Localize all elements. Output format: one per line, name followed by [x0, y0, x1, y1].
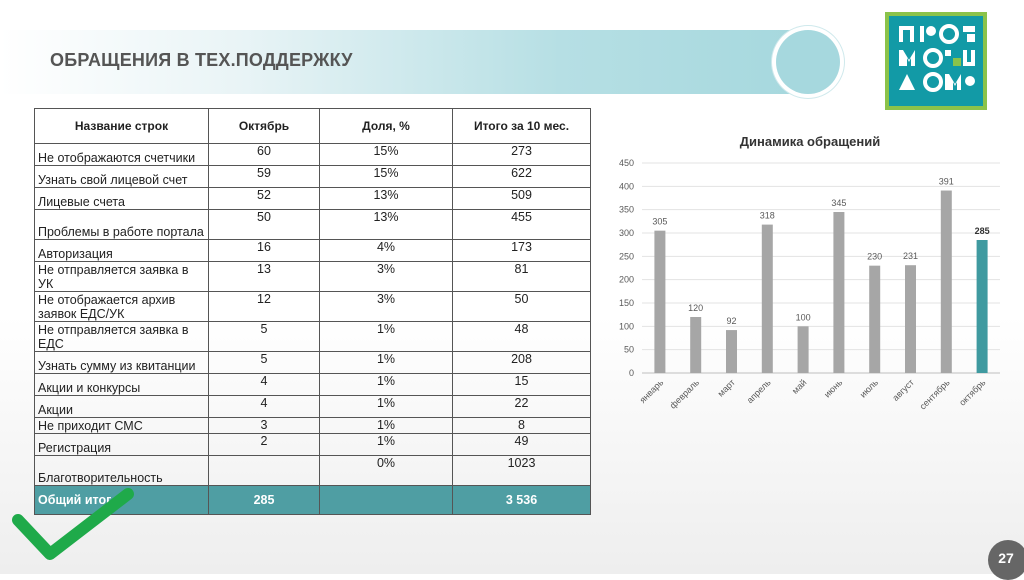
bar — [762, 225, 773, 373]
y-tick-label: 350 — [618, 204, 634, 215]
x-tick-label: февраль — [667, 377, 702, 411]
row-name: Не приходит СМС — [35, 418, 209, 434]
row-name: Не отправляется заявка в УК — [35, 262, 209, 292]
row-total: 49 — [453, 434, 591, 456]
row-total: 8 — [453, 418, 591, 434]
chart-title: Динамика обращений — [739, 134, 881, 149]
x-tick-label: август — [890, 377, 916, 403]
row-october: 5 — [209, 322, 320, 352]
row-october: 4 — [209, 396, 320, 418]
y-tick-label: 450 — [618, 158, 634, 168]
page-title: ОБРАЩЕНИЯ В ТЕХ.ПОДДЕРЖКУ — [50, 50, 353, 70]
header-circle — [776, 30, 840, 94]
total-total: 3 536 — [453, 486, 591, 515]
table-row — [35, 188, 591, 210]
bar — [798, 326, 809, 373]
row-october: 2 — [209, 434, 320, 456]
row-name: Регистрация — [35, 434, 209, 456]
row-october: 60 — [209, 144, 320, 166]
y-tick-label: 100 — [618, 321, 634, 332]
x-tick-label: июль — [857, 377, 881, 400]
promodom-logo — [885, 12, 987, 110]
x-tick-label: март — [715, 377, 737, 399]
row-name: Не отправляется заявка в ЕДС — [35, 322, 209, 352]
row-share: 0% — [320, 456, 453, 486]
row-name: Акции — [35, 396, 209, 418]
table-row — [35, 292, 591, 322]
table-header-row — [35, 109, 591, 144]
row-october — [209, 456, 320, 486]
row-total: 273 — [453, 144, 591, 166]
data-label: 92 — [726, 316, 737, 327]
y-tick-label: 50 — [623, 344, 634, 355]
bar — [654, 231, 665, 373]
x-tick-label: октябрь — [957, 377, 988, 408]
logo-glyphs — [889, 16, 983, 106]
x-tick-label: июнь — [822, 377, 845, 400]
row-name: Не отображаются счетчики — [35, 144, 209, 166]
requests-dynamics-chart — [600, 125, 1010, 445]
row-total: 622 — [453, 166, 591, 188]
row-october: 52 — [209, 188, 320, 210]
row-october: 4 — [209, 374, 320, 396]
y-tick-label: 400 — [618, 181, 634, 192]
total-share — [320, 486, 453, 515]
row-name: Не отображается архив заявок ЕДС/УК — [35, 292, 209, 322]
x-tick-label: май — [789, 377, 809, 396]
row-name: Акции и конкурсы — [35, 374, 209, 396]
row-october: 50 — [209, 210, 320, 240]
row-share: 1% — [320, 322, 453, 352]
row-october: 5 — [209, 352, 320, 374]
table-row — [35, 456, 591, 486]
y-tick-label: 250 — [618, 251, 634, 262]
y-tick-label: 200 — [618, 274, 634, 285]
row-share: 4% — [320, 240, 453, 262]
y-tick-label: 150 — [618, 298, 634, 308]
row-share: 1% — [320, 374, 453, 396]
data-label: 231 — [902, 251, 919, 262]
data-label: 305 — [652, 216, 668, 227]
row-share: 1% — [320, 396, 453, 418]
table-row — [35, 396, 591, 418]
data-label: 230 — [867, 251, 883, 262]
header-request-name: Название строк — [35, 109, 209, 144]
row-october: 59 — [209, 166, 320, 188]
bar — [905, 265, 916, 373]
total-name: Общий итог — [35, 486, 209, 515]
bar — [977, 240, 988, 373]
row-total: 22 — [453, 396, 591, 418]
table-row — [35, 144, 591, 166]
row-share: 1% — [320, 434, 453, 456]
row-total: 455 — [453, 210, 591, 240]
bar — [690, 317, 701, 373]
y-tick-label: 300 — [618, 228, 634, 238]
row-total: 509 — [453, 188, 591, 210]
bar — [941, 191, 952, 373]
bar — [869, 266, 880, 373]
table-row — [35, 434, 591, 456]
table-row — [35, 418, 591, 434]
data-label: 100 — [795, 312, 811, 323]
table-row — [35, 240, 591, 262]
row-name: Узнать свой лицевой счет — [35, 166, 209, 188]
table-row — [35, 374, 591, 396]
row-share: 13% — [320, 210, 453, 240]
row-total: 81 — [453, 262, 591, 292]
page-number-badge: 27 — [988, 540, 1024, 580]
row-october: 16 — [209, 240, 320, 262]
table-row — [35, 210, 591, 240]
row-share: 3% — [320, 262, 453, 292]
total-october: 285 — [209, 486, 320, 515]
support-requests-table — [34, 108, 591, 515]
table-row — [35, 262, 591, 292]
row-total: 208 — [453, 352, 591, 374]
green-checkmark-icon — [10, 488, 135, 570]
row-total: 173 — [453, 240, 591, 262]
y-tick-label: 0 — [628, 368, 634, 378]
row-share: 1% — [320, 352, 453, 374]
row-name: Проблемы в работе портала — [35, 210, 209, 240]
row-share: 15% — [320, 144, 453, 166]
row-total: 15 — [453, 374, 591, 396]
row-share: 13% — [320, 188, 453, 210]
row-name: Лицевые счета — [35, 188, 209, 210]
header-share: Доля, % — [320, 109, 453, 144]
data-label: 391 — [938, 176, 954, 187]
header-total-10-months: Итого за 10 мес. — [453, 109, 591, 144]
x-tick-label: январь — [637, 377, 666, 406]
data-label: 345 — [831, 198, 847, 208]
row-october: 12 — [209, 292, 320, 322]
table-row — [35, 322, 591, 352]
row-share: 3% — [320, 292, 453, 322]
row-total: 1023 — [453, 456, 591, 486]
row-name: Узнать сумму из квитанции — [35, 352, 209, 374]
row-name: Авторизация — [35, 240, 209, 262]
table-row — [35, 352, 591, 374]
row-name: Благотворительность — [35, 456, 209, 486]
bar — [833, 212, 844, 373]
table-row — [35, 166, 591, 188]
row-share: 1% — [320, 418, 453, 434]
bar — [726, 330, 737, 373]
x-tick-label: апрель — [744, 377, 773, 406]
data-label: 318 — [759, 210, 775, 221]
data-label: 285 — [974, 226, 990, 236]
row-total: 48 — [453, 322, 591, 352]
row-october: 3 — [209, 418, 320, 434]
data-label: 120 — [688, 303, 704, 313]
row-share: 15% — [320, 166, 453, 188]
x-tick-label: сентябрь — [917, 377, 952, 412]
row-total: 50 — [453, 292, 591, 322]
row-october: 13 — [209, 262, 320, 292]
header-october: Октябрь — [209, 109, 320, 144]
